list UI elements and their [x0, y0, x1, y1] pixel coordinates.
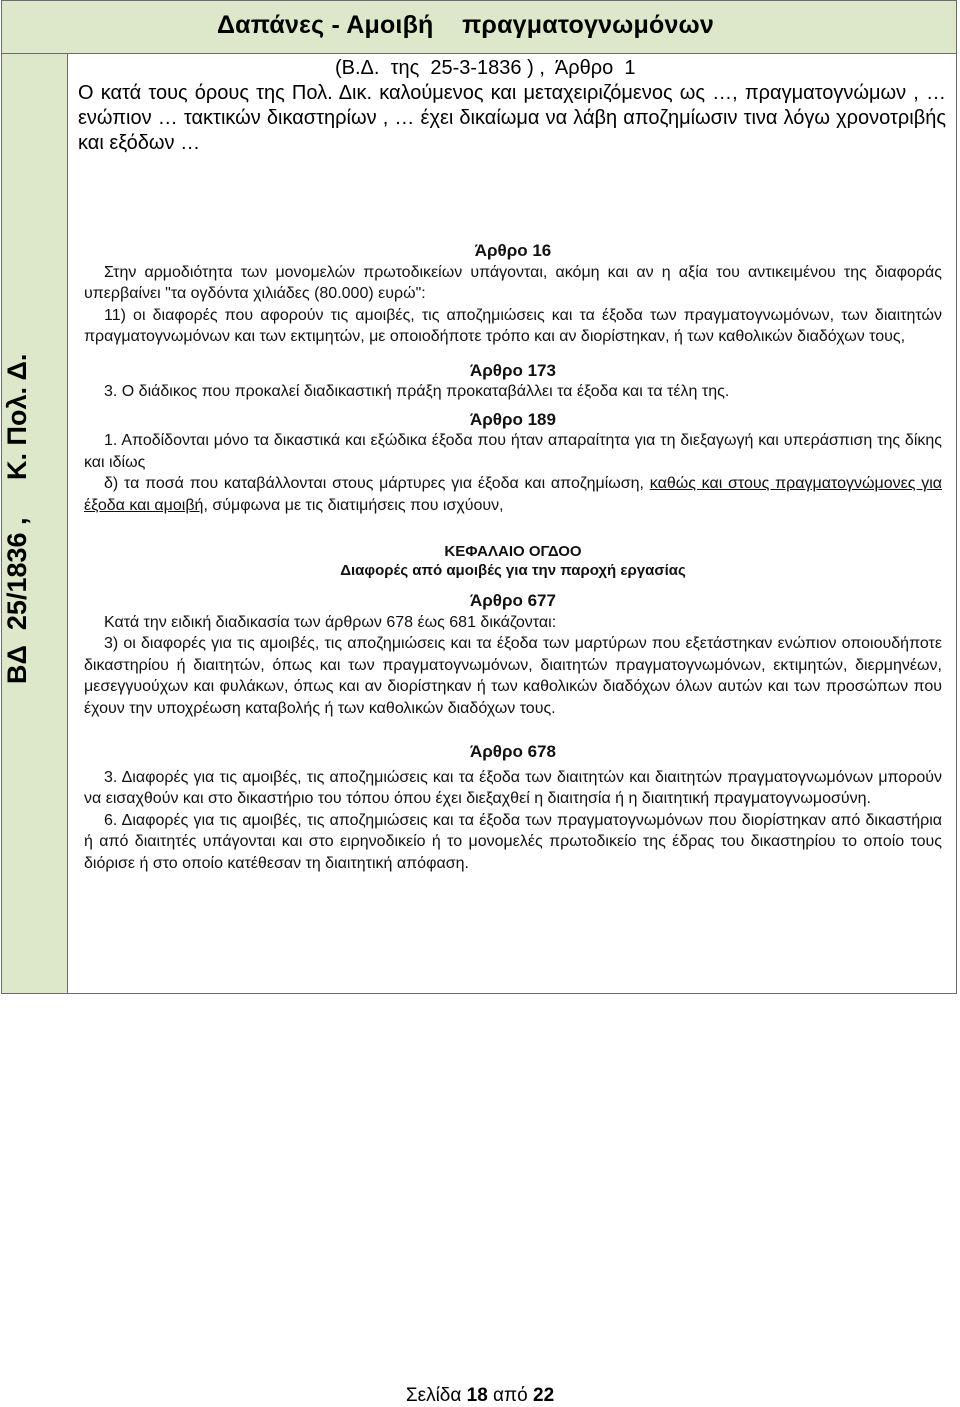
article-173-item: 3. Ο διάδικος που προκαλεί διαδικαστική πράξη προκαταβάλλει τα έξοδα και τα τέλη της.	[104, 383, 730, 400]
chapter-subtitle: Διαφορές από αμοιβές για την παροχή εργασίας	[340, 562, 686, 579]
footer-prefix: Σελίδα	[405, 1385, 467, 1406]
article-189-item-2-start: δ) τα ποσά που καταβάλλονται στους μάρτυρες για έξοδα και αποζημίωση,	[104, 475, 650, 492]
page-title: Δαπάνες - Αμοιβή πραγματογνωμόνων	[217, 11, 714, 39]
article-16-intro: Στην αρμοδιότητα των μονομελών πρωτοδικείων υπάγονται, ακόμη και αν η αξία του αντικειμένου της διαφοράς υπερβαίνει "τα ογδόντα χιλιάδες (80.000) ευρώ":	[84, 263, 942, 302]
side-panel	[2, 54, 68, 993]
article-678-item-6: 6. Διαφορές για τις αμοιβές, τις αποζημιώσεις και τα έξοδα των πραγματογνωμόνων που διορίστηκαν από δικαστήρια ή από διαιτητές υπάγονται και στο ειρηνοδικείο ή το μονομελές πρωτοδικείο της έδρας του δικαστηρίου το οποίο τους διόρισε ή στο οποίο κατέθεσαν τη διαιτητική απόφαση.	[84, 811, 942, 872]
article-189-item-2-end: , σύμφωνα με τις διατιμήσεις που ισχύουν,	[203, 496, 504, 514]
intro-paragraph: Ο κατά τους όρους της Πολ. Δικ. καλούμενος και μεταχειριζόμενος ως …, πραγματογνώμων , … ενώπιον … τακτικών δικαστηρίων , … έχει δικαίωμα να λάβη αποζημίωσιν τινα λόγω χρονοτριβής και εξόδων …	[78, 82, 946, 154]
footer-total-pages: 22	[533, 1385, 555, 1406]
article-677-intro: Κατά την ειδική διαδικασία των άρθρων 678 έως 681 δικάζονται:	[104, 613, 557, 631]
law-excerpt	[84, 240, 942, 874]
article-189-item-2	[84, 473, 942, 516]
page-footer	[0, 1385, 960, 1407]
article-677-item: 3) οι διαφορές για τις αμοιβές, τις αποζημιώσεις και τα έξοδα των μαρτύρων που εξετάστηκαν ενώπιον οποιουδήποτε δικαστηρίου ή διαιτητών, όπως και των πραγματογνωμόνων, διαιτητών πραγματογνωμόνων, εκτιμητών, διερμηνέων, μεσεγγυούχων και φυλάκων, όπως και αν διορίστηκαν ή των καθολικών διαδόχων όλων αυτών και των προσώπων που έχουν την υποχρέωση καταβολής ή των καθολικών διαδόχων τους.	[84, 635, 942, 717]
article-677-heading: Άρθρο 677	[470, 591, 556, 610]
article-678-item-3: 3. Διαφορές για τις αμοιβές, τις αποζημιώσεις και τα έξοδα των διαιτητών και διαιτητών πραγματογνωμόνων μπορούν να εισαχθούν και στο δικαστήριο του τόπου όπου έχει διεξαχθεί η διαιτησία ή η διαιτητική πραγματογνωμοσύνη.	[84, 768, 942, 807]
article-16-heading: Άρθρο 16	[474, 241, 552, 260]
chapter-title: ΚΕΦΑΛΑΙΟ ΟΓΔΟΟ	[444, 543, 582, 560]
article-189-item-2-underlined: καθώς και στους πραγματογνώμονες για έξοδα και αμοιβή	[84, 475, 943, 514]
header-bar	[2, 1, 956, 54]
footer-page-number: 18	[466, 1385, 488, 1406]
intro-reference: (Β.Δ. της 25-3-1836 ) , Άρθρο 1	[335, 57, 636, 79]
article-189-item-1: 1. Αποδίδονται μόνο τα δικαστικά και εξώδικα έξοδα που ήταν απαραίτητα για τη διεξαγωγή και υπεράσπιση της δίκης και ιδίως	[84, 432, 942, 471]
article-16-item: 11) οι διαφορές που αφορούν τις αμοιβές, τις αποζημιώσεις και τα έξοδα των πραγματογνωμόνων, των διαιτητών πραγματογνωμόνων και των εκτιμητών, με οποιοδήποτε τρόπο και αν διορίστηκαν, ή των καθολικών διαδόχων τους,	[84, 306, 942, 345]
article-678-heading: Άρθρο 678	[470, 742, 556, 761]
footer-middle: από	[487, 1385, 533, 1406]
intro-section	[78, 56, 946, 156]
article-189-heading: Άρθρο 189	[470, 409, 556, 429]
side-label: ΒΔ 25/1836 , Κ. Πολ. Δ.	[2, 353, 32, 684]
article-173-heading: Άρθρο 173	[470, 360, 556, 380]
